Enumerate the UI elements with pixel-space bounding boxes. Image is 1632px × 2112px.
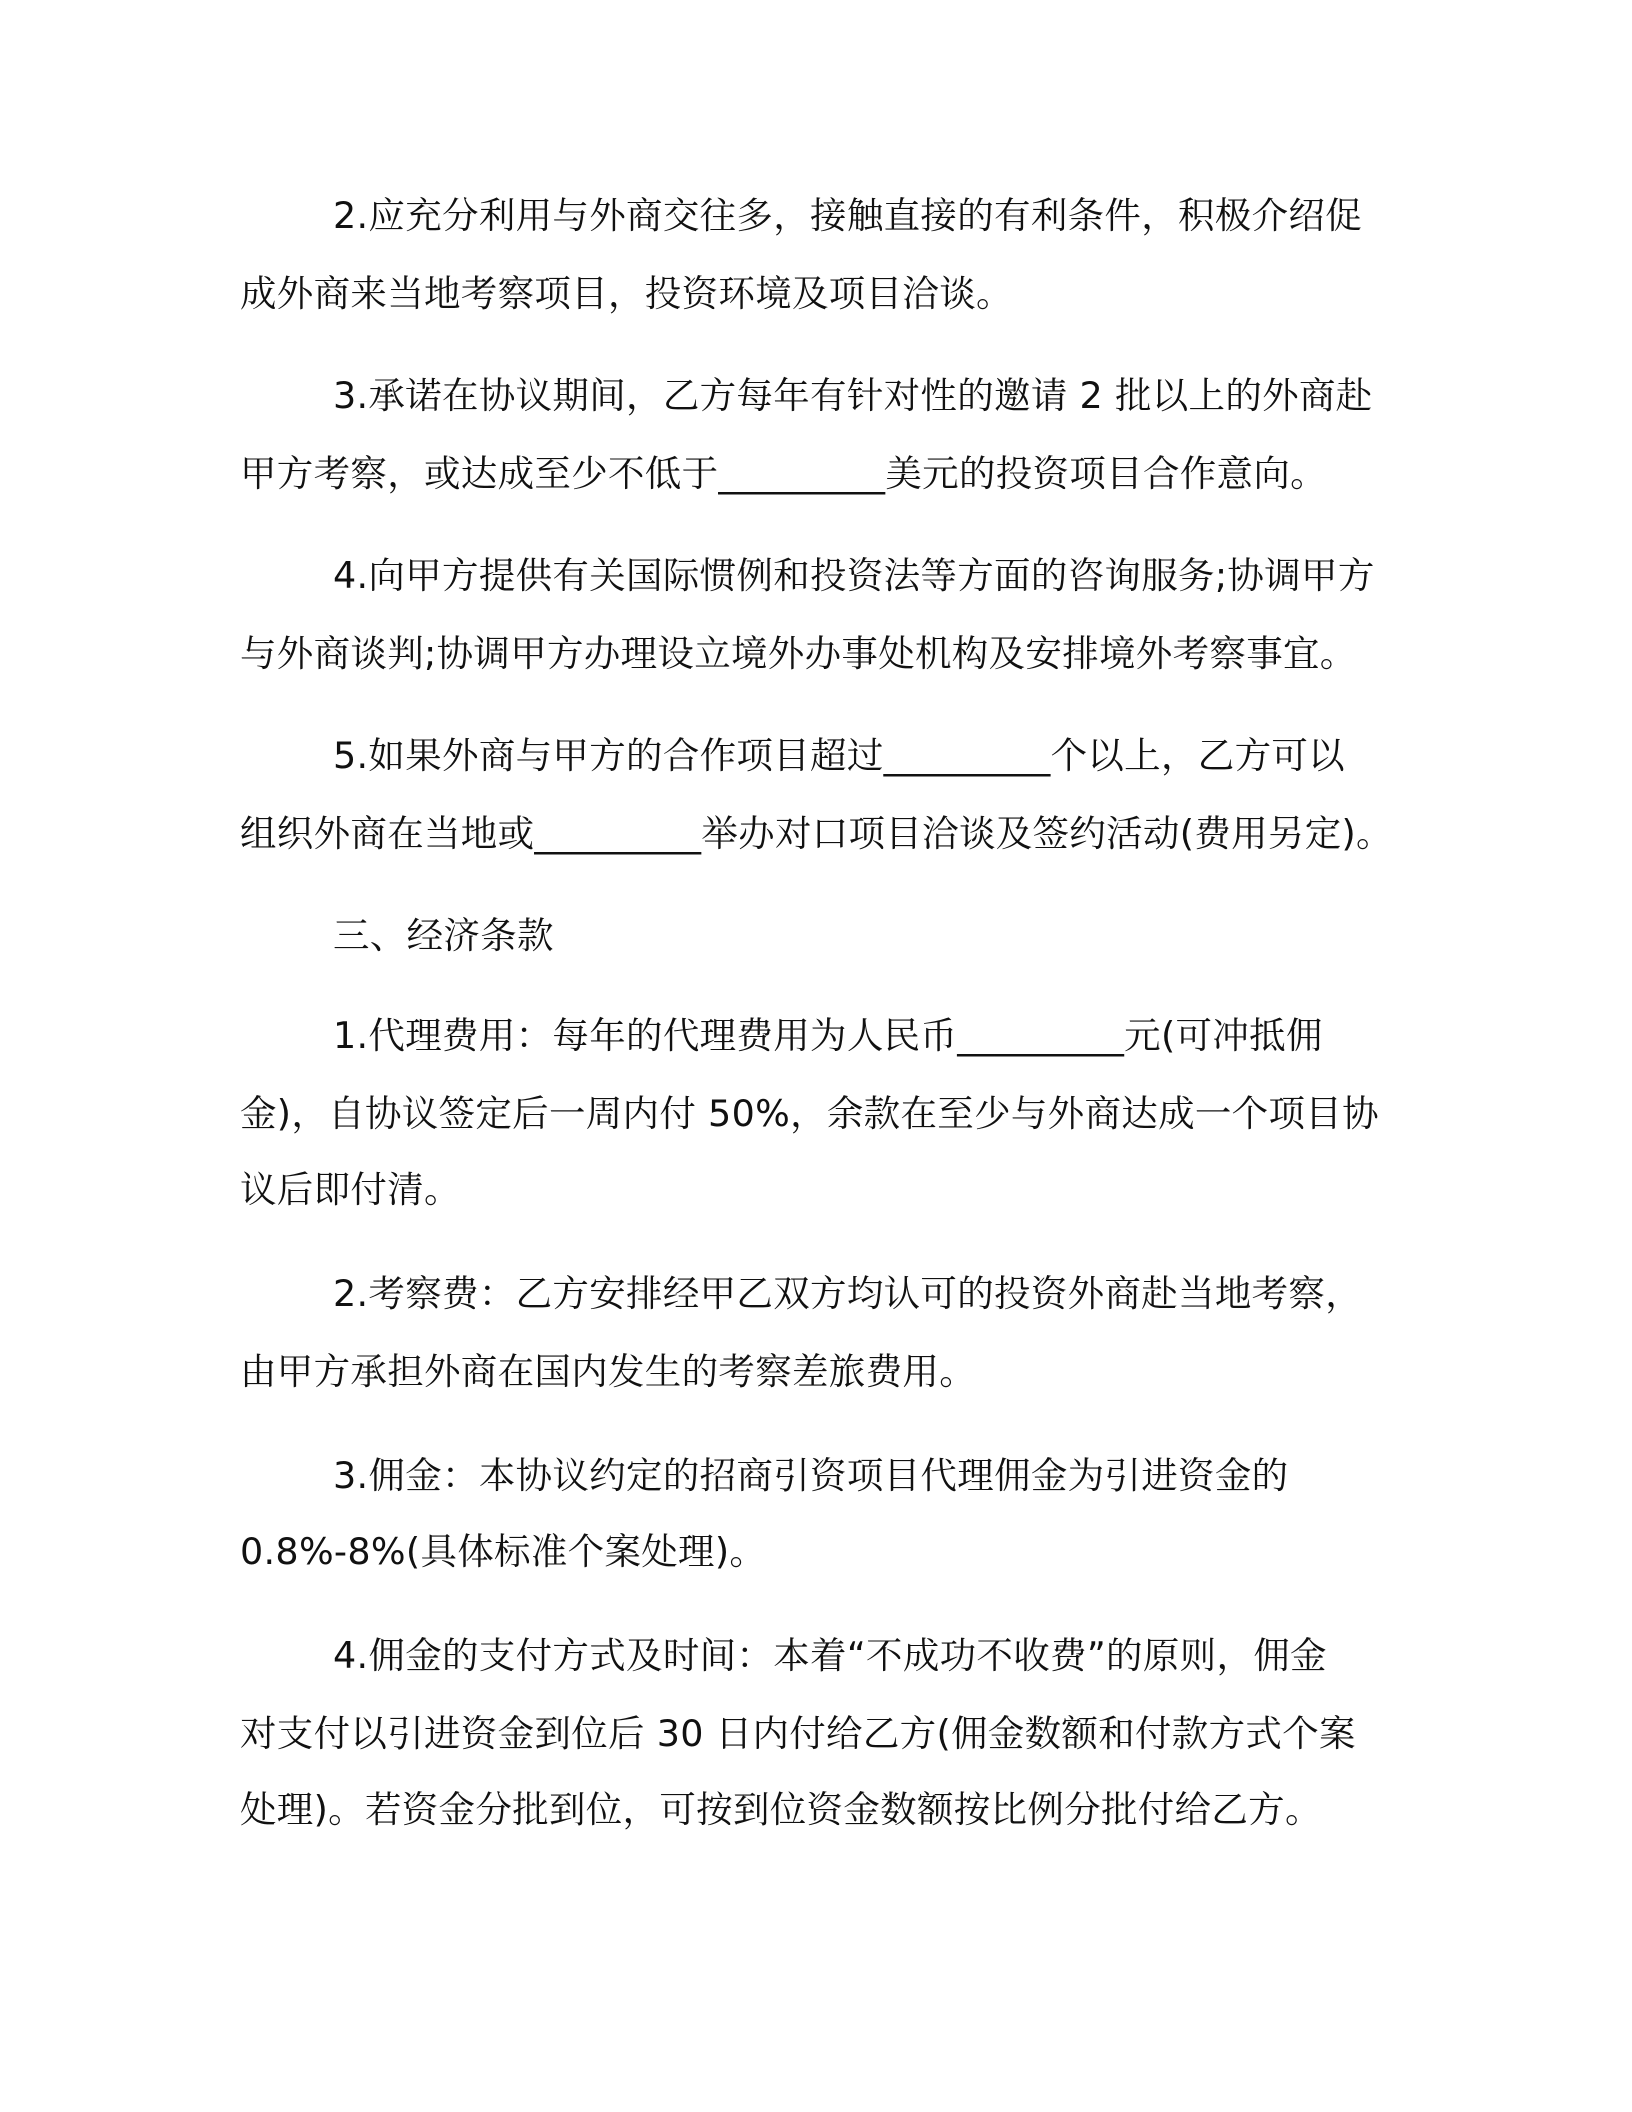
- paragraph-2-line-1: 2.应充分利用与外商交往多，接触直接的有利条件，积极介绍促: [333, 194, 1363, 237]
- fee-clause-2-line-1: 2.考察费：乙方安排经甲乙双方均认可的投资外商赴当地考察，: [333, 1272, 1363, 1315]
- fee-clause-1-line-2: 金)，自协议签定后一周内付 50%，余款在至少与外商达成一个项目协: [240, 1092, 1379, 1135]
- fee-clause-4-line-2: 对支付以引进资金到位后 30 日内付给乙方(佣金数额和付款方式个案: [240, 1712, 1356, 1755]
- paragraph-4-line-2: 与外商谈判;协调甲方办理设立境外办事处机构及安排境外考察事宜。: [240, 632, 1357, 675]
- paragraph-5-line-2: 组织外商在当地或_________举办对口项目洽谈及签约活动(费用另定)。: [240, 812, 1393, 855]
- fee-clause-1-line-1: 1.代理费用：每年的代理费用为人民币_________元(可冲抵佣: [333, 1014, 1323, 1057]
- fee-clause-1-line-3: 议后即付清。: [240, 1168, 461, 1211]
- fee-clause-4-line-3: 处理)。若资金分批到位，可按到位资金数额按比例分批付给乙方。: [240, 1788, 1322, 1831]
- paragraph-5-line-1: 5.如果外商与甲方的合作项目超过_________个以上，乙方可以: [333, 734, 1345, 777]
- fee-clause-4-line-1: 4.佣金的支付方式及时间：本着“不成功不收费”的原则，佣金: [333, 1634, 1327, 1677]
- paragraph-4-line-1: 4.向甲方提供有关国际惯例和投资法等方面的咨询服务;协调甲方: [333, 554, 1375, 597]
- paragraph-2-line-2: 成外商来当地考察项目，投资环境及项目洽谈。: [240, 272, 1013, 315]
- fee-clause-2-line-2: 由甲方承担外商在国内发生的考察差旅费用。: [240, 1350, 976, 1393]
- fee-clause-3-line-2: 0.8%-8%(具体标准个案处理)。: [240, 1530, 767, 1573]
- section-heading-economic-terms: 三、经济条款: [333, 914, 554, 957]
- paragraph-3-line-2: 甲方考察，或达成至少不低于_________美元的投资项目合作意向。: [240, 452, 1327, 495]
- fee-clause-3-line-1: 3.佣金：本协议约定的招商引资项目代理佣金为引进资金的: [333, 1454, 1289, 1497]
- paragraph-3-line-1: 3.承诺在协议期间，乙方每年有针对性的邀请 2 批以上的外商赴: [333, 374, 1373, 417]
